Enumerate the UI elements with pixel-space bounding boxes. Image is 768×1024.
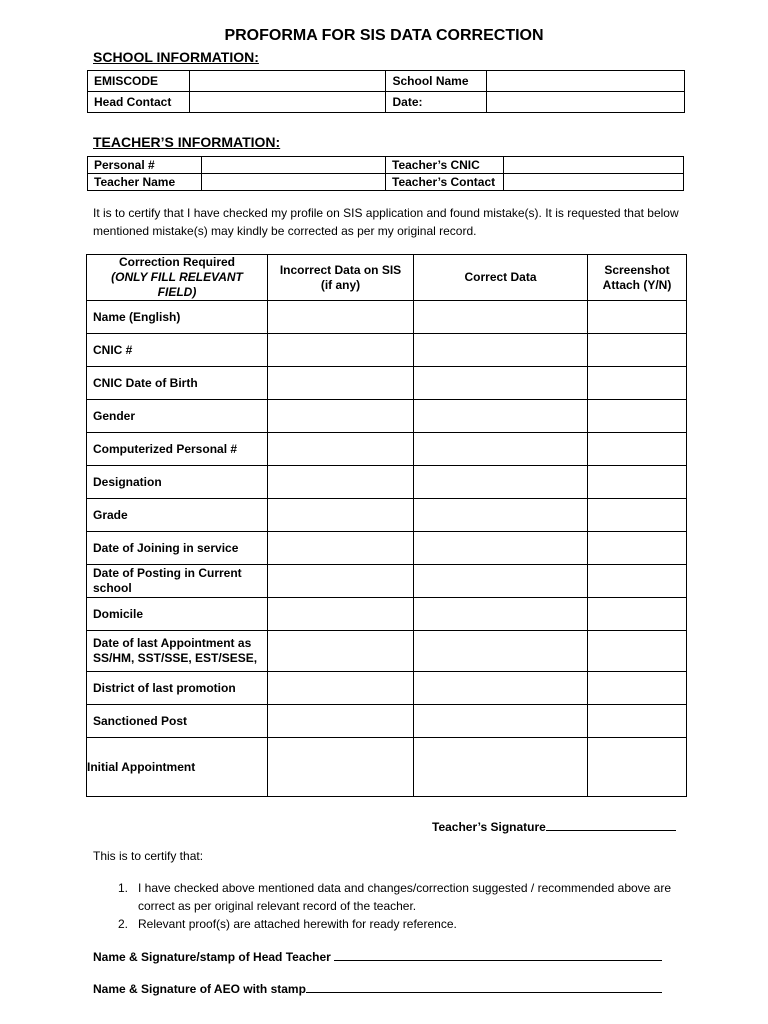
incorrect-data-cell[interactable] — [268, 532, 414, 565]
screenshot-attach-cell[interactable] — [588, 672, 687, 705]
header-correction-required — [87, 255, 268, 301]
table-row — [87, 705, 687, 738]
date-label: Date: — [386, 92, 486, 113]
screenshot-attach-cell[interactable] — [588, 738, 687, 797]
incorrect-data-cell[interactable] — [268, 565, 414, 598]
correction-field-label: Domicile — [87, 598, 268, 631]
incorrect-data-cell[interactable] — [268, 433, 414, 466]
teacher-cnic-field[interactable] — [504, 157, 684, 174]
screenshot-attach-cell[interactable] — [588, 499, 687, 532]
teacher-signature-line[interactable] — [546, 818, 676, 831]
correct-data-cell[interactable] — [414, 400, 588, 433]
correction-field-label: Date of Joining in service — [87, 532, 268, 565]
incorrect-data-cell[interactable] — [268, 400, 414, 433]
table-row — [87, 367, 687, 400]
aeo-signature-line[interactable] — [306, 980, 662, 993]
incorrect-data-cell[interactable] — [268, 367, 414, 400]
correct-data-cell[interactable] — [414, 466, 588, 499]
table-row — [87, 565, 687, 598]
table-row — [87, 738, 687, 797]
head-teacher-signature — [93, 948, 662, 964]
personal-number-label: Personal # — [88, 157, 202, 174]
incorrect-data-cell[interactable] — [268, 301, 414, 334]
header-incorrect-data-line2: (if any) — [320, 277, 361, 292]
aeo-signature — [93, 980, 662, 996]
correction-field-label: Date of last Appointment as SS/HM, SST/SSE, EST/SESE, — [87, 631, 268, 672]
screenshot-attach-cell[interactable] — [588, 631, 687, 672]
teacher-name-label: Teacher Name — [88, 174, 202, 191]
table-row — [87, 334, 687, 367]
certify-list — [118, 879, 678, 933]
header-correction-required-line1: Correction Required — [118, 255, 235, 269]
correction-field-label: Initial Appointment — [87, 738, 268, 797]
incorrect-data-cell[interactable] — [268, 466, 414, 499]
head-teacher-signature-label: Name & Signature/stamp of Head Teacher — [93, 950, 331, 964]
correction-field-label: CNIC # — [87, 334, 268, 367]
school-info-table — [87, 70, 685, 113]
table-row — [87, 301, 687, 334]
correct-data-cell[interactable] — [414, 672, 588, 705]
screenshot-attach-cell[interactable] — [588, 400, 687, 433]
header-screenshot-line2: Attach (Y/N) — [602, 277, 672, 292]
correct-data-cell[interactable] — [414, 738, 588, 797]
header-incorrect-data-line1: Incorrect Data on SIS — [279, 262, 402, 277]
emiscode-label: EMISCODE — [88, 71, 190, 92]
header-correction-required-line2: (ONLY FILL RELEVANT FIELD) — [111, 270, 243, 299]
certify-list-item: 2. Relevant proof(s) are attached herewith for ready reference. — [118, 917, 457, 931]
screenshot-attach-cell[interactable] — [588, 301, 687, 334]
head-contact-label: Head Contact — [88, 92, 190, 113]
school-name-field[interactable] — [486, 71, 684, 92]
correct-data-cell[interactable] — [414, 532, 588, 565]
teacher-name-field[interactable] — [202, 174, 386, 191]
teacher-signature-label: Teacher’s Signature — [432, 820, 546, 834]
correct-data-cell[interactable] — [414, 367, 588, 400]
screenshot-attach-cell[interactable] — [588, 532, 687, 565]
table-row — [87, 499, 687, 532]
teacher-info-table — [87, 156, 684, 191]
incorrect-data-cell[interactable] — [268, 334, 414, 367]
incorrect-data-cell[interactable] — [268, 598, 414, 631]
correct-data-cell[interactable] — [414, 631, 588, 672]
certify-paragraph: It is to certify that I have checked my profile on SIS application and found mistake(s). It is requested that below mentioned mistake(s) may kindly be corrected as per my original record. — [93, 206, 679, 238]
certify-item-2: Relevant proof(s) are attached herewith for ready reference. — [138, 917, 457, 931]
head-contact-field[interactable] — [190, 92, 386, 113]
head-teacher-signature-line[interactable] — [334, 948, 662, 961]
screenshot-attach-cell[interactable] — [588, 598, 687, 631]
table-row — [87, 631, 687, 672]
table-row — [87, 466, 687, 499]
school-name-label: School Name — [386, 71, 486, 92]
correction-field-label: District of last promotion — [87, 672, 268, 705]
incorrect-data-cell[interactable] — [268, 631, 414, 672]
certify-intro: This is to certify that: — [93, 849, 204, 863]
table-row — [87, 400, 687, 433]
screenshot-attach-cell[interactable] — [588, 565, 687, 598]
header-screenshot-line1: Screenshot — [604, 262, 670, 277]
correct-data-cell[interactable] — [414, 499, 588, 532]
correction-field-label: Grade — [87, 499, 268, 532]
header-incorrect-data — [268, 255, 414, 301]
teacher-info-heading: TEACHER’S INFORMATION: — [93, 134, 281, 150]
header-screenshot — [588, 255, 687, 301]
certify-list-item: 1. I have checked above mentioned data and changes/correction suggested / recommended above are correct as per original relevant record of the teacher. — [118, 879, 678, 915]
personal-number-field[interactable] — [202, 157, 386, 174]
emiscode-field[interactable] — [190, 71, 386, 92]
teacher-signature — [432, 818, 676, 834]
header-correct-data: Correct Data — [414, 255, 588, 301]
incorrect-data-cell[interactable] — [268, 672, 414, 705]
correction-table — [86, 254, 687, 797]
school-info-heading: SCHOOL INFORMATION: — [93, 49, 259, 65]
certify-item-1: I have checked above mentioned data and changes/correction suggested / recommended above are correct as per original relevant record of the teacher. — [138, 881, 672, 913]
correct-data-cell[interactable] — [414, 705, 588, 738]
correct-data-cell[interactable] — [414, 334, 588, 367]
teacher-cnic-label: Teacher’s CNIC — [386, 157, 504, 174]
incorrect-data-cell[interactable] — [268, 705, 414, 738]
correct-data-cell[interactable] — [414, 598, 588, 631]
incorrect-data-cell[interactable] — [268, 738, 414, 797]
teacher-contact-label: Teacher’s Contact — [386, 174, 504, 191]
correct-data-cell[interactable] — [414, 565, 588, 598]
correction-field-label: Sanctioned Post — [87, 705, 268, 738]
date-field[interactable] — [486, 92, 684, 113]
correction-field-label: Name (English) — [87, 301, 268, 334]
table-row — [87, 532, 687, 565]
teacher-contact-field[interactable] — [504, 174, 684, 191]
table-row — [87, 598, 687, 631]
table-row — [87, 672, 687, 705]
correction-table-header — [87, 255, 687, 301]
aeo-signature-label: Name & Signature of AEO with stamp — [93, 982, 306, 996]
incorrect-data-cell[interactable] — [268, 499, 414, 532]
table-row — [87, 433, 687, 466]
correction-field-label: CNIC Date of Birth — [87, 367, 268, 400]
correction-field-label: Date of Posting in Current school — [87, 565, 268, 598]
correction-field-label: Computerized Personal # — [87, 433, 268, 466]
screenshot-attach-cell[interactable] — [588, 367, 687, 400]
correction-field-label: Designation — [87, 466, 268, 499]
correct-data-cell[interactable] — [414, 301, 588, 334]
correction-field-label: Gender — [87, 400, 268, 433]
correct-data-cell[interactable] — [414, 433, 588, 466]
screenshot-attach-cell[interactable] — [588, 466, 687, 499]
page-title: PROFORMA FOR SIS DATA CORRECTION — [224, 27, 544, 44]
screenshot-attach-cell[interactable] — [588, 705, 687, 738]
screenshot-attach-cell[interactable] — [588, 334, 687, 367]
screenshot-attach-cell[interactable] — [588, 433, 687, 466]
